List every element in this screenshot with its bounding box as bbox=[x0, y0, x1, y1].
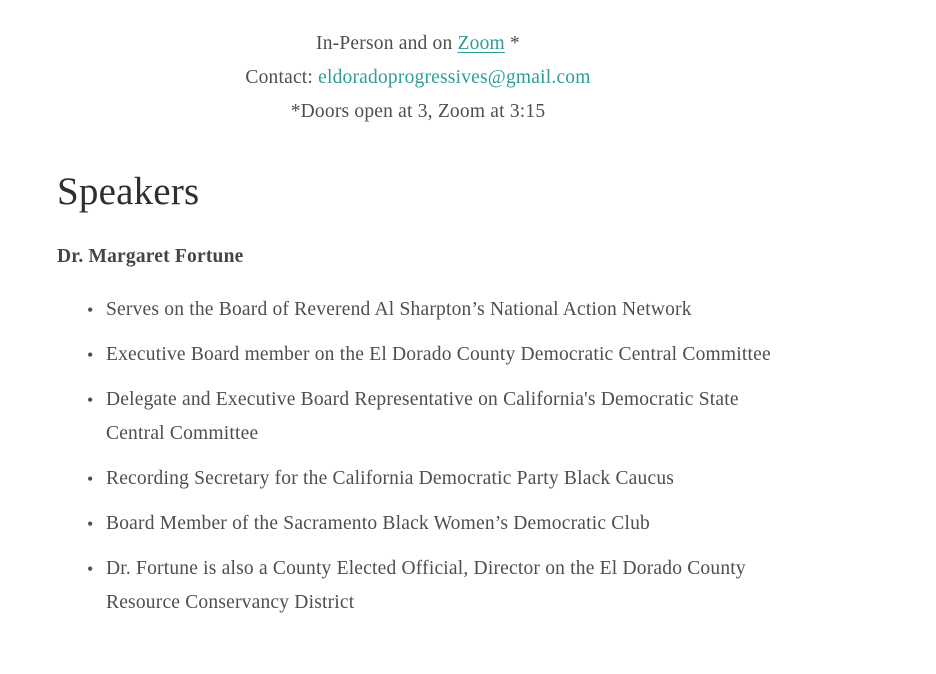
speaker-bullet-item: • Board Member of the Sacramento Black Women’s Democratic Club bbox=[106, 507, 779, 541]
contact-email-link[interactable]: eldoradoprogressives@gmail.com bbox=[318, 67, 591, 88]
content-column bbox=[57, 27, 779, 620]
speaker-bullet-item: • Recording Secretary for the California Democratic Party Black Caucus bbox=[106, 462, 779, 496]
speaker-name: Dr. Margaret Fortune bbox=[57, 246, 244, 267]
intro-line-contact bbox=[57, 61, 779, 95]
contact-label: Contact: bbox=[245, 67, 319, 88]
zoom-link[interactable]: Zoom bbox=[457, 33, 505, 54]
intro-line-inperson bbox=[57, 27, 779, 61]
doors-note: *Doors open at 3, Zoom at 3:15 bbox=[290, 101, 546, 122]
speakers-heading: Speakers bbox=[57, 170, 200, 213]
speaker-bullet-item: • Delegate and Executive Board Representative on California's Democratic State Central Committee bbox=[106, 383, 779, 451]
speaker-bullet-item: • Dr. Fortune is also a County Elected Official, Director on the El Dorado County Resource Conservancy District bbox=[106, 552, 779, 620]
speaker-bullet-item: • Serves on the Board of Reverend Al Sharpton’s National Action Network bbox=[106, 293, 779, 327]
intro-line-prefix: In-Person and on bbox=[316, 33, 458, 54]
speaker-bullet-item: • Executive Board member on the El Dorado County Democratic Central Committee bbox=[106, 338, 779, 372]
intro-line-suffix: * bbox=[504, 33, 520, 54]
speaker-bullet-list bbox=[57, 293, 779, 620]
event-intro bbox=[57, 27, 779, 129]
